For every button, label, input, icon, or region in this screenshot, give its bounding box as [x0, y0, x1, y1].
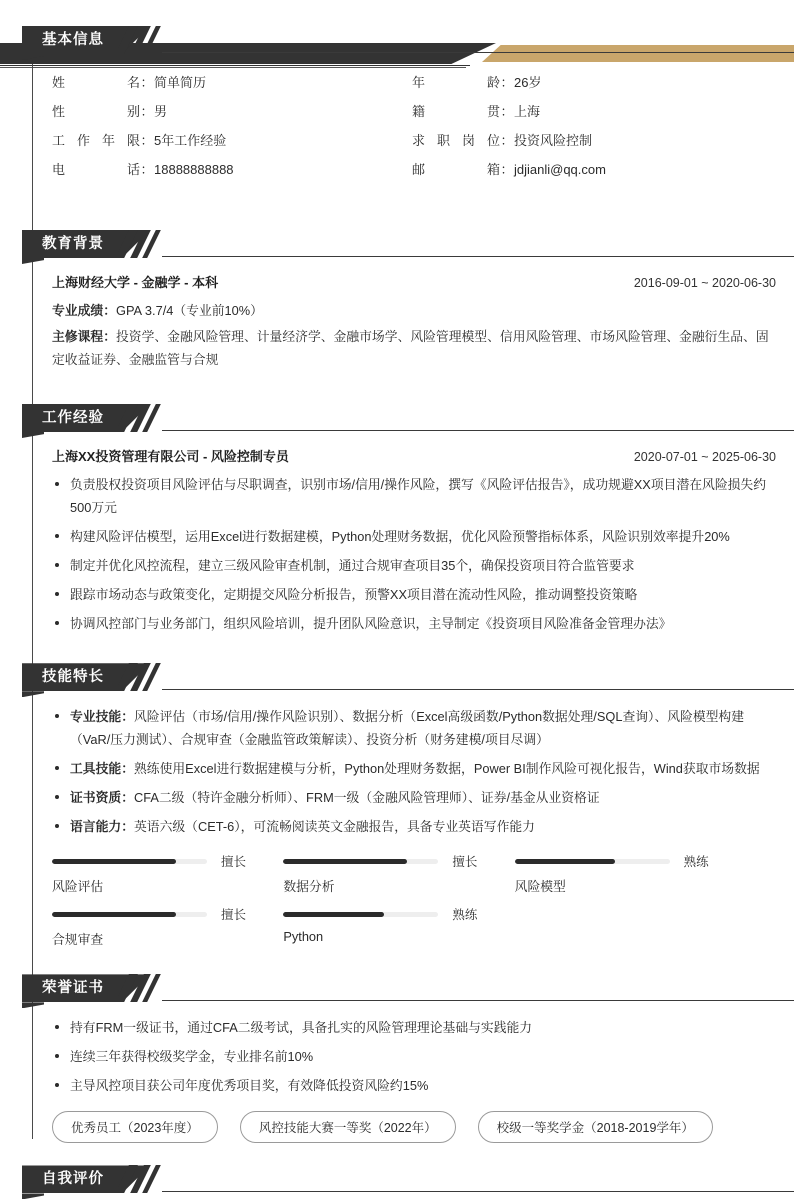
skill-meter-risk-model [515, 852, 736, 901]
meter-level-label: 熟练 [452, 908, 478, 923]
header-rule [162, 52, 794, 53]
section-title-skills: 技能特长 [42, 669, 104, 686]
meter-top [283, 905, 504, 923]
info-label-phone: 电话 [52, 162, 140, 177]
section-body-skills [0, 691, 794, 958]
section-title-honors: 荣誉证书 [42, 980, 104, 997]
skill-label-certificates: 证书资质： [70, 790, 134, 806]
honors-bullet-list [52, 1016, 776, 1097]
header-stripes-icon [118, 404, 182, 432]
section-body-honors [0, 1002, 794, 1151]
info-row-hometown [412, 101, 776, 120]
list-item: 制定并优化风控流程，建立三级风险审查机制，通过合规审查项目35个，确保投资项目符合监管要求 [52, 554, 776, 577]
work-entry-head [52, 446, 776, 465]
info-value-hometown: 上海 [514, 104, 541, 119]
education-gpa-value: GPA 3.7/4（专业前10%） [115, 303, 263, 318]
info-value-phone: 18888888888 [154, 162, 234, 177]
work-date: 2020-07-01 ~ 2025-06-30 [633, 450, 776, 465]
meter-top [515, 852, 736, 870]
list-item: 负责股权投资项目风险评估与尽职调查，识别市场/信用/操作风险，撰写《风险评估报告》，成功规避XX项目潜在风险损失约500万元 [52, 473, 776, 519]
header-rule [162, 1191, 794, 1192]
section-body-education [0, 258, 794, 378]
meter-level-label: 擅长 [221, 908, 247, 923]
meter-name-label: 风险模型 [514, 879, 566, 895]
skill-meter-risk-assessment [52, 852, 273, 901]
info-row-position [412, 130, 776, 149]
section-header-education [22, 230, 794, 258]
info-value-experience: 5年工作经验 [154, 133, 227, 148]
list-item: 构建风险评估模型，运用Excel进行数据建模，Python处理财务数据，优化风险预警指标体系，风险识别效率提升20% [52, 525, 776, 548]
section-honors [0, 974, 794, 1151]
skill-label-tools: 工具技能： [70, 761, 134, 777]
education-entry-head [52, 272, 776, 291]
meter-level-label: 熟练 [683, 855, 709, 870]
meter-name-label: Python [283, 929, 324, 945]
list-item [52, 786, 776, 809]
meter-fill [283, 859, 407, 864]
status-badge: 校级一等奖学金（2018-2019学年） [478, 1111, 713, 1143]
list-item [52, 705, 776, 751]
section-body-basic-info [0, 54, 794, 182]
honor-badge-list [52, 1111, 776, 1147]
skill-label-professional: 专业技能： [70, 709, 134, 725]
basic-info-grid [52, 68, 776, 178]
info-row-experience [52, 130, 412, 149]
section-self-evaluation [0, 1165, 794, 1193]
meter-level-label: 擅长 [452, 855, 478, 870]
section-header-skills [22, 663, 794, 691]
section-header-honors [22, 974, 794, 1002]
info-colon: ： [500, 104, 514, 119]
info-colon: ： [500, 133, 514, 148]
info-colon: ： [140, 162, 154, 177]
section-header-work-experience [22, 404, 794, 432]
education-school: 上海财经大学 - 金融学 - 本科 [52, 275, 219, 290]
meter-fill [515, 859, 616, 864]
info-label-experience: 工作年限 [52, 133, 140, 148]
info-label-age: 年龄 [412, 75, 500, 90]
list-item: 主导风控项目获公司年度优秀项目奖，有效降低投资风险约15% [52, 1074, 776, 1097]
section-work-experience [0, 404, 794, 645]
meter-fill [283, 912, 384, 917]
meter-track [52, 859, 207, 864]
section-header-basic-info [22, 26, 794, 54]
info-colon: ： [140, 133, 154, 148]
status-badge: 风控技能大赛一等奖（2022年） [240, 1111, 456, 1143]
meter-track [283, 912, 438, 917]
list-item [52, 815, 776, 838]
meter-name-label: 合规审查 [52, 932, 104, 948]
meter-top [52, 852, 273, 870]
meter-track [515, 859, 670, 864]
info-row-gender [52, 101, 412, 120]
info-label-hometown: 籍贯 [412, 104, 500, 119]
info-colon: ： [500, 75, 514, 90]
meter-fill [52, 912, 176, 917]
skill-value-professional: 风险评估（市场/信用/操作风险识别）、数据分析（Excel高级函数/Python数据处理/SQL查询）、风险模型构建（VaR/压力测试）、合规审查（金融监管政策解读）、投资分析（财务建模/项目尽调） [70, 709, 745, 748]
info-value-age: 26岁 [514, 75, 542, 90]
info-value-email: jdjianli@qq.com [514, 162, 606, 177]
skill-meter-compliance-review [52, 905, 273, 954]
list-item: 连续三年获得校级奖学金，专业排名前10% [52, 1045, 776, 1068]
header-rule [162, 256, 794, 257]
section-education [0, 230, 794, 378]
skill-value-certificates: CFA二级（特许金融分析师）、FRM一级（金融风险管理师）、证券/基金从业资格证 [133, 790, 600, 806]
section-title-education: 教育背景 [42, 236, 104, 252]
education-courses-label: 主修课程： [52, 328, 116, 344]
meter-name-label: 数据分析 [283, 879, 335, 895]
skills-bullet-list [52, 705, 776, 838]
header-rule [162, 1000, 794, 1001]
list-item: 协调风控部门与业务部门，组织风险培训，提升团队风险意识，主导制定《投资项目风险准备金管理办法》 [52, 612, 776, 635]
info-row-email [412, 159, 776, 178]
section-title-self-evaluation: 自我评价 [42, 1171, 104, 1188]
header-rule [162, 689, 794, 690]
meter-top [283, 852, 504, 870]
skill-label-language: 语言能力： [70, 819, 134, 835]
education-date: 2016-09-01 ~ 2020-06-30 [633, 276, 776, 290]
info-label-gender: 性别 [52, 104, 140, 119]
section-body-work-experience [0, 432, 794, 645]
skill-meter-grid [52, 852, 776, 954]
skill-meter-data-analysis [283, 852, 504, 901]
skill-value-language: 英语六级（CET-6），可流畅阅读英文金融报告，具备专业英语写作能力 [133, 819, 535, 835]
section-skills [0, 663, 794, 958]
info-row-age [412, 72, 776, 91]
info-value-gender: 男 [154, 104, 168, 119]
work-company: 上海XX投资管理有限公司 - 风险控制专员 [52, 449, 289, 465]
meter-level-label: 擅长 [221, 855, 247, 870]
info-colon: ： [500, 162, 514, 177]
section-title-work-experience: 工作经验 [42, 410, 104, 427]
education-courses-row [52, 325, 776, 372]
info-label-name: 姓名 [52, 75, 140, 90]
info-value-position: 投资风险控制 [514, 133, 593, 148]
info-colon: ： [140, 104, 154, 119]
education-gpa-row [52, 299, 776, 323]
skill-meter-python [283, 905, 504, 954]
info-value-name: 简单简历 [154, 75, 207, 90]
education-courses-value: 投资学、金融风险管理、计量经济学、金融市场学、风险管理模型、信用风险管理、市场风险管理、金融衍生品、固定收益证券、金融监管与合规 [52, 328, 769, 368]
header-stripes-icon [118, 26, 182, 54]
header-stripes-icon [118, 230, 182, 258]
education-gpa-label: 专业成绩： [52, 303, 116, 318]
section-title-basic-info: 基本信息 [42, 32, 104, 48]
list-item: 持有FRM一级证书，通过CFA二级考试，具备扎实的风险管理理论基础与实践能力 [52, 1016, 776, 1039]
meter-track [52, 912, 207, 917]
header-rule [162, 430, 794, 431]
list-item [52, 757, 776, 780]
list-item: 跟踪市场动态与政策变化，定期提交风险分析报告，预警XX项目潜在流动性风险，推动调整投资策略 [52, 583, 776, 606]
section-basic-info [0, 26, 794, 182]
info-label-email: 邮箱 [412, 162, 500, 177]
info-colon: ： [140, 75, 154, 90]
section-header-self-evaluation [22, 1165, 794, 1193]
work-bullet-list [52, 473, 776, 635]
info-label-position: 求职岗位 [412, 133, 500, 148]
status-badge: 优秀员工（2023年度） [52, 1111, 218, 1143]
header-stripes-icon [118, 663, 182, 691]
header-stripes-icon [118, 1165, 182, 1193]
meter-top [52, 905, 273, 923]
header-stripes-icon [118, 974, 182, 1002]
info-row-name [52, 72, 412, 91]
meter-name-label: 风险评估 [52, 879, 104, 895]
info-row-phone [52, 159, 412, 178]
meter-fill [52, 859, 176, 864]
meter-track [283, 859, 438, 864]
header-tab-notch [22, 1193, 44, 1199]
skill-value-tools: 熟练使用Excel进行数据建模与分析，Python处理财务数据，Power BI制作风险可视化报告，Wind获取市场数据 [133, 761, 760, 777]
